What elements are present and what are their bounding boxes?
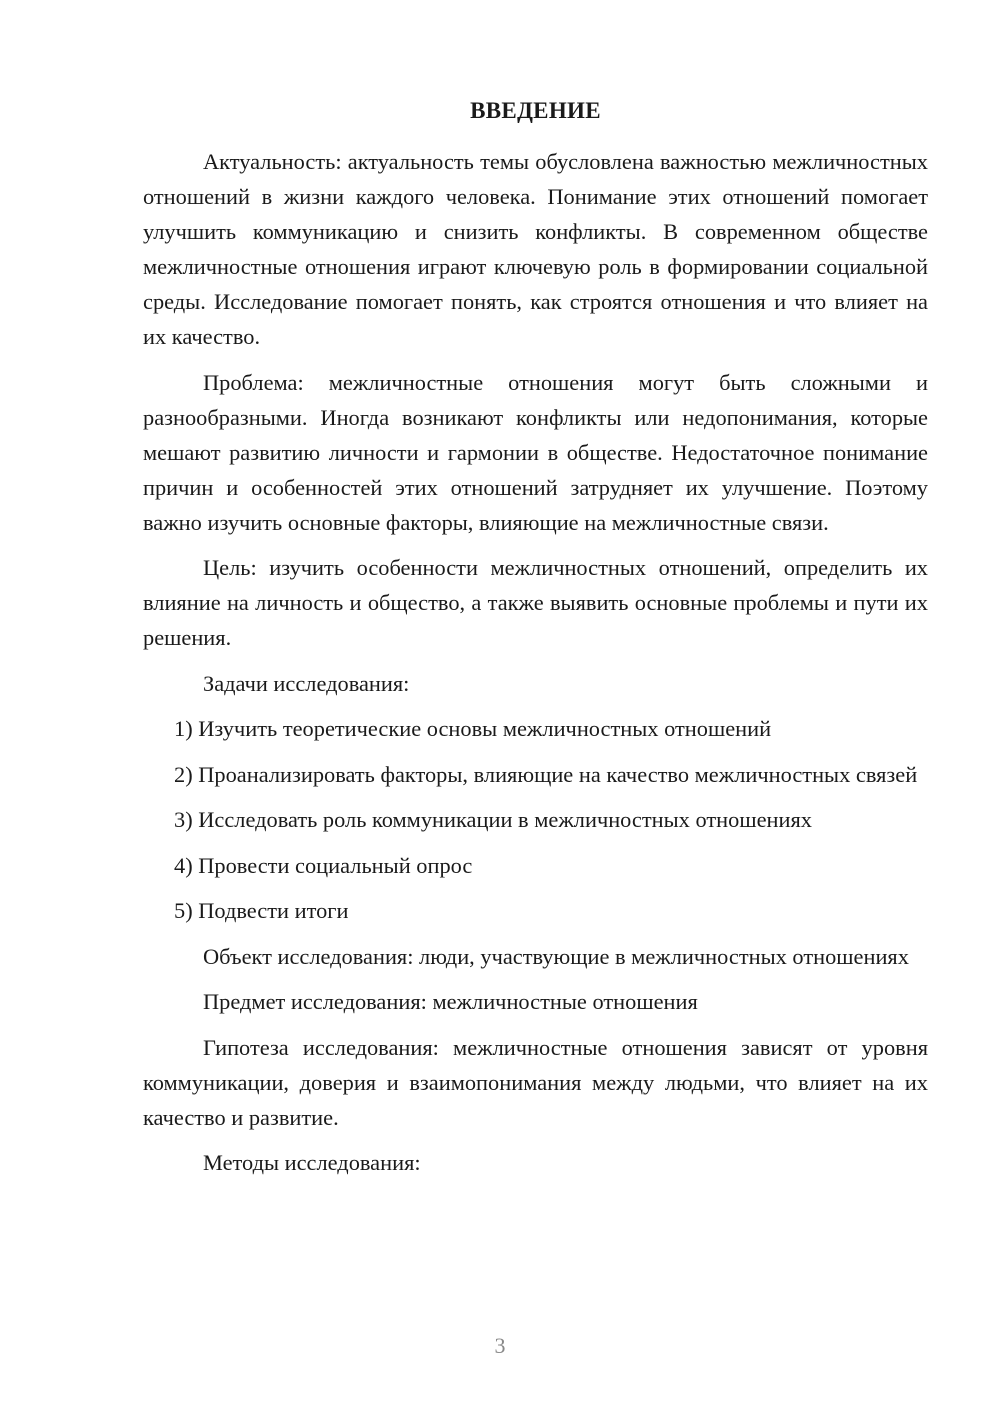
object-paragraph: Объект исследования: люди, участвующие в межличностных отношениях (203, 943, 909, 969)
relevance-paragraph: Актуальность: актуальность темы обусловлена важностью межличностных отношений в жизни каждого человека. Понимание этих отношений помогает улучшить коммуникацию и снизить конфликты. В современном обществе межличностные отношения играют ключевую роль в формировании социальной среды. Исследование помогает понять, как строятся отношения и что влияет на их качество. (143, 149, 928, 349)
tasks-heading: Задачи исследования: (203, 670, 410, 696)
goal-paragraph: Цель: изучить особенности межличностных отношений, определить их влияние на личность и общество, а также выявить основные проблемы и пути их решения. (143, 555, 928, 650)
task-item-2: 2) Проанализировать факторы, влияющие на качество межличностных связей (174, 761, 918, 787)
task-item-5: 5) Подвести итоги (174, 898, 349, 923)
problem-paragraph: Проблема: межличностные отношения могут быть сложными и разнообразными. Иногда возникают конфликты или недопонимания, которые мешают развитию личности и гармонии в обществе. Недостаточное понимание причин и особенностей этих отношений затрудняет их улучшение. Поэтому важно изучить основные факторы, влияющие на межличностные связи. (143, 369, 928, 535)
section-title: ВВЕДЕНИЕ (470, 98, 601, 123)
page-number: 3 (494, 1333, 506, 1358)
task-item-3: 3) Исследовать роль коммуникации в межличностных отношениях (174, 807, 812, 832)
document-body (143, 144, 928, 1191)
task-item-1: 1) Изучить теоретические основы межличностных отношений (174, 716, 772, 741)
subject-paragraph: Предмет исследования: межличностные отношения (203, 989, 698, 1014)
task-item-4: 4) Провести социальный опрос (174, 852, 473, 878)
hypothesis-paragraph: Гипотеза исследования: межличностные отношения зависят от уровня коммуникации, доверия и взаимопонимания между людьми, что влияет на их качество и развитие. (143, 1034, 928, 1130)
methods-heading: Методы исследования: (203, 1150, 421, 1175)
